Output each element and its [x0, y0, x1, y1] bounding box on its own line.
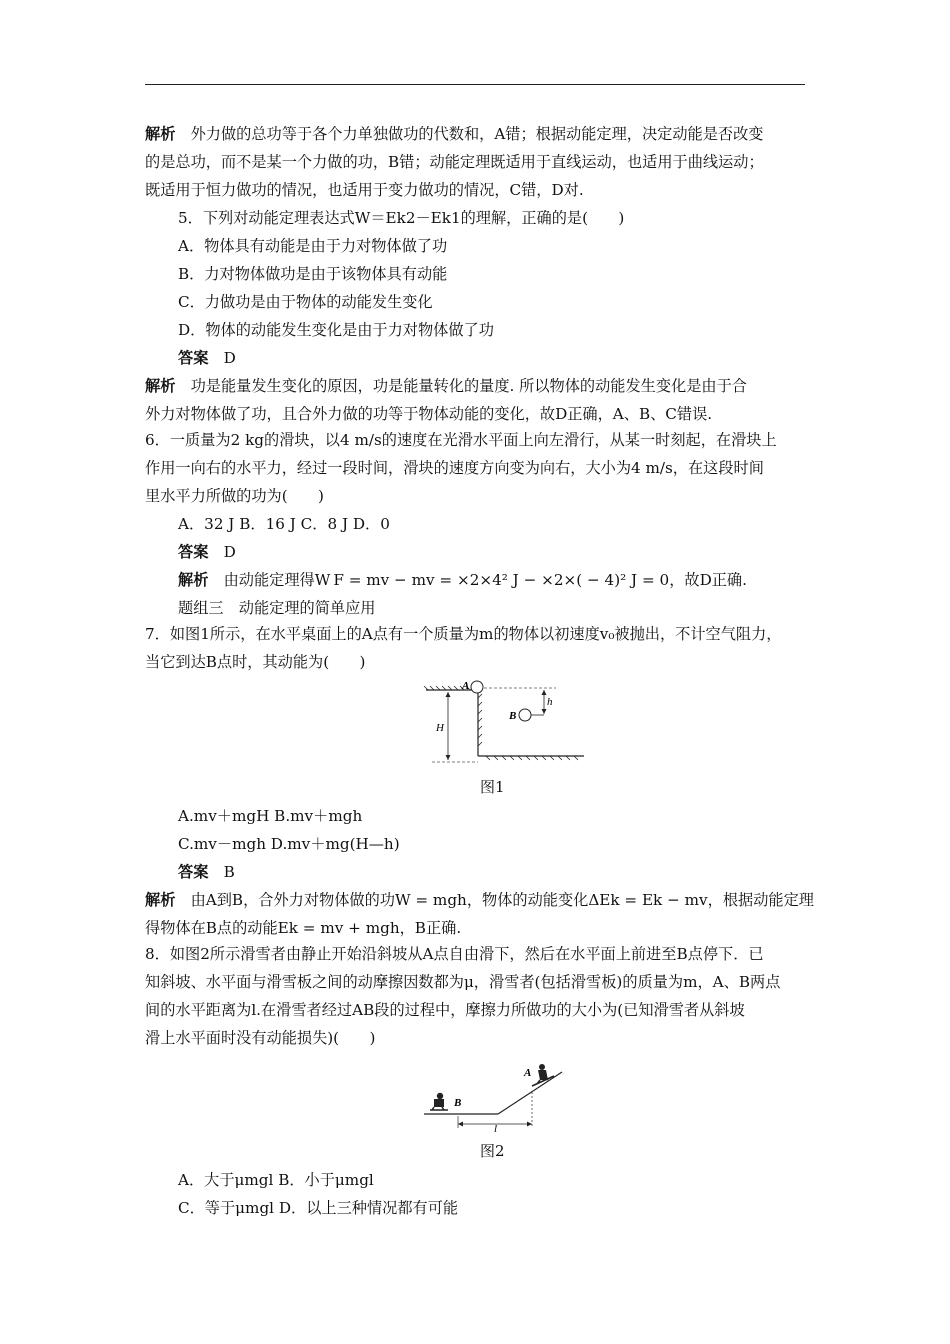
H-arrow-top — [446, 692, 451, 697]
q6-analysis — [178, 570, 747, 590]
H-arrow-bottom — [446, 755, 451, 760]
answer-value: D — [223, 349, 236, 367]
l-arrow-right — [527, 1122, 532, 1127]
q7-stem-line-1: 7．如图1所示，在水平桌面上的A点有一个质量为m的物体以初速度v₀被抛出，不计空气阻力， — [145, 625, 782, 643]
q5-option-d: D．物体的动能发生变化是由于力对物体做了功 — [178, 321, 494, 339]
q6-stem-line-3: 里水平力所做的功为( ) — [145, 487, 324, 505]
text: 由动能定理得W F = mv − mv = ×2×4² J − ×2×( − 4)² J = 0，故D正确. — [223, 571, 747, 589]
ball-a — [471, 681, 483, 693]
q5-analysis-line-2: 外力对物体做了功，且合外力做的功等于物体动能的变化，故D正确，A、B、C错误. — [145, 405, 713, 423]
l-label: l — [494, 1123, 498, 1134]
q4-analysis-line-1 — [145, 124, 763, 144]
q8-stem-line-4: 滑上水平面时没有动能损失)( ) — [145, 1029, 376, 1047]
q6-stem-line-1: 6．一质量为2 kg的滑块，以4 m/s的速度在光滑水平面上向左滑行，从某一时刻起，在滑块上 — [145, 431, 777, 449]
q7-analysis-line-1 — [145, 890, 814, 910]
figure-1-caption: 图1 — [480, 778, 505, 796]
A-label: A — [462, 680, 470, 692]
analysis-label: 解析 — [145, 125, 176, 143]
analysis-label: 解析 — [145, 377, 176, 395]
q5-stem: 5．下列对动能定理表达式W＝Ek2－Ek1的理解，正确的是( ) — [178, 209, 625, 227]
section-heading: 题组三 动能定理的简单应用 — [178, 599, 376, 617]
answer-label: 答案 — [178, 863, 209, 881]
analysis-label: 解析 — [145, 891, 176, 909]
q8-stem-line-2: 知斜坡、水平面与滑雪板之间的动摩擦因数都为μ，滑雪者(包括滑雪板)的质量为m，A、B两点 — [145, 973, 781, 991]
q5-option-a: A．物体具有动能是由于力对物体做了功 — [178, 237, 448, 255]
q8-options-cd: C．等于μmgl D．以上三种情况都有可能 — [178, 1199, 459, 1217]
figure-2 — [418, 1060, 568, 1134]
text: 由A到B，合外力对物体做的功W = mgh，物体的动能变化ΔEk = Ek − mv，根据动能定理 — [190, 891, 814, 909]
skier-b — [430, 1093, 448, 1110]
answer-label: 答案 — [178, 543, 209, 561]
text: 功是能量发生变化的原因，功是能量转化的量度. 所以物体的动能发生变化是由于合 — [190, 377, 747, 395]
h-arrow-bottom — [542, 709, 547, 714]
q4-analysis-line-3: 既适用于恒力做功的情况，也适用于变力做功的情况，C错，D对. — [145, 181, 584, 199]
q7-options-ab: A.mv＋mgH B.mv＋mgh — [178, 807, 363, 825]
skier-a — [532, 1064, 554, 1086]
H-label: H — [436, 722, 444, 734]
q5-option-c: C．力做功是由于物体的动能发生变化 — [178, 293, 433, 311]
header-rule — [145, 84, 805, 85]
q7-analysis-line-2: 得物体在B点的动能Ek = mv + mgh，B正确. — [145, 919, 462, 937]
B-label: B — [509, 710, 517, 722]
q6-stem-line-2: 作用一向右的水平力，经过一段时间，滑块的速度方向变为向右，大小为4 m/s，在这段时间 — [145, 459, 764, 477]
q4-analysis-line-2: 的是总功，而不是某一个力做的功，B错；动能定理既适用于直线运动，也适用于曲线运动； — [145, 153, 764, 171]
edge-hatch — [478, 694, 482, 746]
answer-value: D — [223, 543, 236, 561]
ball-b — [519, 709, 531, 721]
q5-option-b: B．力对物体做功是由于该物体具有动能 — [178, 265, 448, 283]
l-arrow-left — [458, 1122, 463, 1127]
figure-2-caption: 图2 — [480, 1142, 505, 1160]
answer-label: 答案 — [178, 349, 209, 367]
q5-answer — [178, 348, 236, 368]
h-label: h — [547, 696, 553, 708]
q6-answer — [178, 542, 236, 562]
q7-answer — [178, 862, 235, 882]
q8-stem-line-1: 8．如图2所示滑雪者由静止开始沿斜坡从A点自由滑下，然后在水平面上前进至B点停下．已 — [145, 945, 764, 963]
figure-1 — [420, 676, 590, 768]
q5-analysis-line-1 — [145, 376, 747, 396]
A-label: A — [524, 1067, 532, 1079]
answer-value: B — [223, 863, 235, 881]
h-arrow-top — [542, 690, 547, 695]
text: 外力做的总功等于各个力单独做功的代数和，A错；根据动能定理，决定动能是否改变 — [190, 125, 764, 143]
q7-stem-line-2: 当它到达B点时，其动能为( ) — [145, 653, 366, 671]
q6-options: A．32 J B．16 J C．8 J D．0 — [178, 515, 390, 533]
q8-stem-line-3: 间的水平距离为l.在滑雪者经过AB段的过程中，摩擦力所做功的大小为(已知滑雪者从斜坡 — [145, 1001, 745, 1019]
q8-options-ab: A．大于μmgl B．小于μmgl — [178, 1171, 374, 1189]
analysis-label: 解析 — [178, 571, 209, 589]
q7-options-cd: C.mv－mgh D.mv＋mg(H—h) — [178, 835, 400, 853]
B-label: B — [454, 1097, 462, 1109]
